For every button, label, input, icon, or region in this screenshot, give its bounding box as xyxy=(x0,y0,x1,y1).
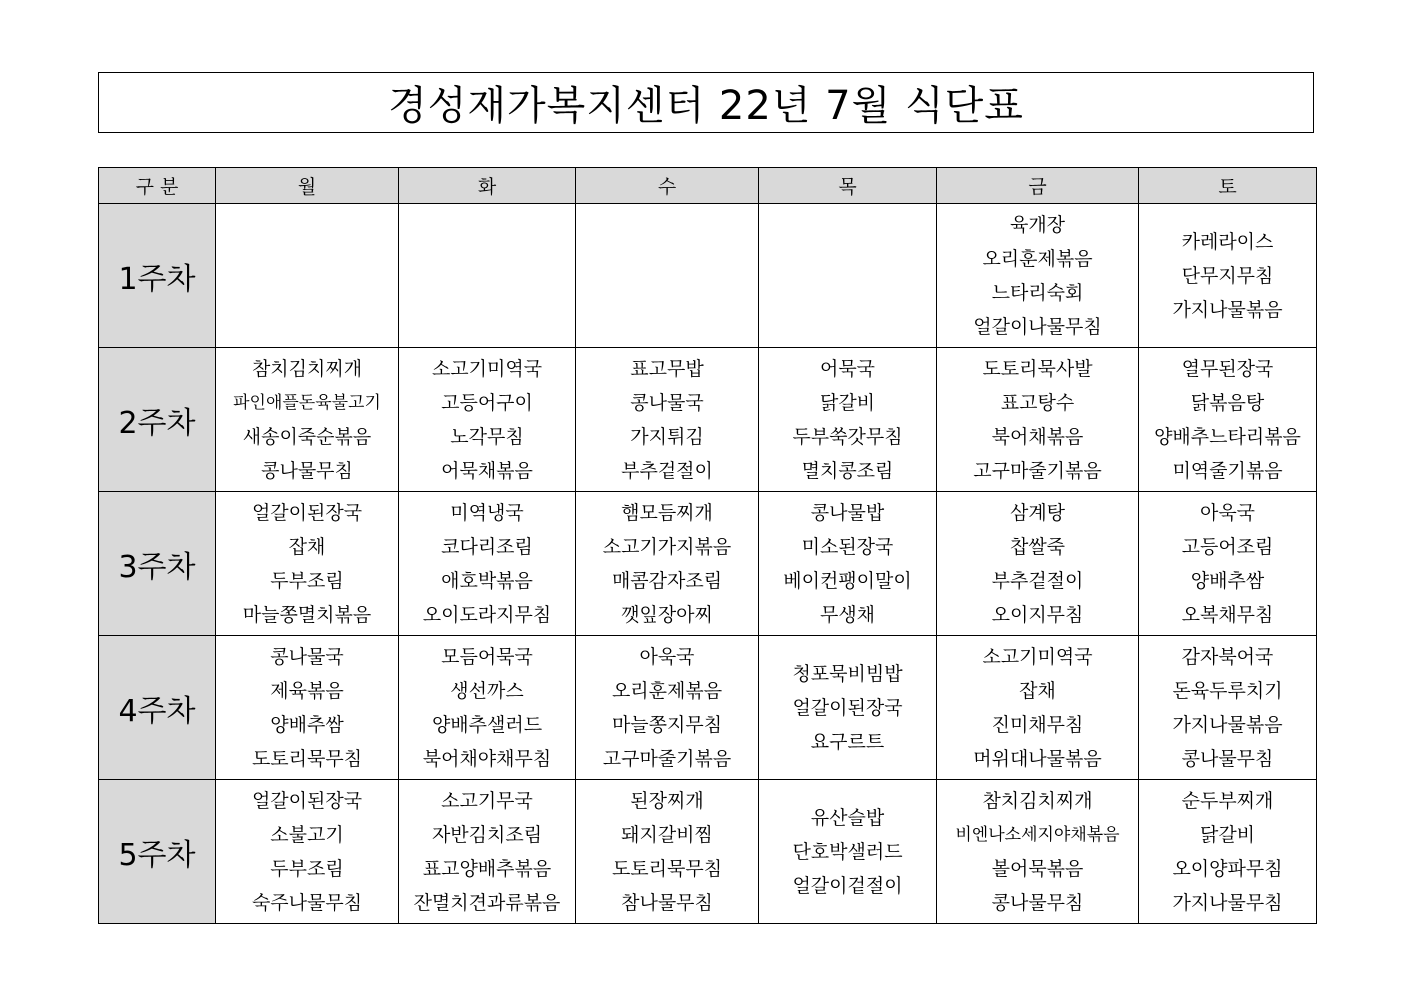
menu-cell-sat xyxy=(1139,492,1317,636)
menu-item: 콩나물무침 xyxy=(261,459,353,482)
menu-cell-thu xyxy=(759,204,937,348)
week-row xyxy=(99,780,1317,924)
menu-item: 비엔나소세지야채볶음 xyxy=(955,824,1120,845)
menu-item: 마늘쫑멸치볶음 xyxy=(242,603,372,626)
menu-item: 고등어조림 xyxy=(1181,535,1274,558)
header-wed: 수 xyxy=(576,168,759,204)
menu-item: 참치김치찌개 xyxy=(251,357,363,380)
menu-cell-fri xyxy=(937,780,1139,924)
menu-cell-mon xyxy=(216,204,399,348)
menu-item: 깻잎장아찌 xyxy=(621,603,713,626)
menu-item: 콩나물무침 xyxy=(1181,747,1274,770)
menu-item: 표고양배추볶음 xyxy=(422,857,552,880)
menu-item: 참나물무침 xyxy=(621,891,713,914)
menu-item: 표고무밥 xyxy=(630,357,704,380)
menu-item: 두부쑥갓무침 xyxy=(792,425,903,448)
menu-item: 콩나물국 xyxy=(630,391,704,414)
menu-item: 부추겉절이 xyxy=(621,459,713,482)
menu-item: 오이양파무침 xyxy=(1172,857,1283,880)
header-sat: 토 xyxy=(1139,168,1317,204)
menu-item: 제육볶음 xyxy=(270,679,344,702)
menu-item: 새송이죽순볶음 xyxy=(242,425,372,448)
title-box xyxy=(98,72,1314,133)
menu-item: 닭볶음탕 xyxy=(1190,391,1265,414)
menu-item: 북어채야채무침 xyxy=(422,747,552,770)
menu-item: 닭갈비 xyxy=(819,391,876,414)
menu-item: 표고탕수 xyxy=(1000,391,1075,414)
header-category: 구 분 xyxy=(99,168,216,204)
header-thu: 목 xyxy=(759,168,937,204)
menu-cell-thu xyxy=(759,492,937,636)
menu-cell-fri xyxy=(937,348,1139,492)
week-label: 2주차 xyxy=(99,348,216,492)
menu-item: 순두부찌개 xyxy=(1181,789,1274,812)
menu-item: 도토리묵무침 xyxy=(251,747,363,770)
menu-item: 무생채 xyxy=(819,603,876,626)
menu-item: 카레라이스 xyxy=(1181,230,1274,253)
menu-item: 얼갈이나물무침 xyxy=(973,315,1102,338)
menu-item: 얼갈이된장국 xyxy=(251,501,363,524)
menu-item: 소고기미역국 xyxy=(431,357,543,380)
menu-item: 가지나물무침 xyxy=(1172,891,1283,914)
menu-item: 오이도라지무침 xyxy=(422,603,552,626)
week-label: 1주차 xyxy=(99,204,216,348)
menu-item: 참치김치찌개 xyxy=(982,789,1093,812)
menu-item: 미소된장국 xyxy=(801,535,894,558)
menu-item: 돈육두루치기 xyxy=(1172,679,1283,702)
week-row xyxy=(99,348,1317,492)
menu-item: 어묵채볶음 xyxy=(441,459,533,482)
menu-item: 얼갈이된장국 xyxy=(251,789,363,812)
menu-item: 닭갈비 xyxy=(1199,823,1256,846)
menu-item: 머위대나물볶음 xyxy=(973,747,1102,770)
menu-item: 단무지무침 xyxy=(1181,264,1274,287)
menu-item: 요구르트 xyxy=(810,730,885,753)
menu-item: 햄모듬찌개 xyxy=(621,501,713,524)
header-fri: 금 xyxy=(937,168,1139,204)
menu-item: 모듬어묵국 xyxy=(441,645,533,668)
menu-cell-wed xyxy=(576,204,759,348)
menu-cell-fri xyxy=(937,204,1139,348)
menu-item: 진미채무침 xyxy=(991,713,1084,736)
menu-item: 생선까스 xyxy=(450,679,524,702)
menu-item: 미역냉국 xyxy=(450,501,524,524)
menu-cell-wed xyxy=(576,492,759,636)
menu-item: 미역줄기볶음 xyxy=(1172,459,1283,482)
page-title: 경성재가복지센터 22년 7월 식단표 xyxy=(388,83,1024,129)
menu-item: 양배추느타리볶음 xyxy=(1154,425,1301,448)
menu-item: 가지나물볶음 xyxy=(1172,298,1283,321)
menu-cell-sat xyxy=(1139,204,1317,348)
menu-item: 코다리조림 xyxy=(441,535,533,558)
menu-item: 육개장 xyxy=(1009,213,1066,236)
menu-item: 숙주나물무침 xyxy=(251,891,363,914)
menu-item: 가지나물볶음 xyxy=(1172,713,1283,736)
header-tue: 화 xyxy=(399,168,576,204)
menu-item: 감자북어국 xyxy=(1181,645,1274,668)
menu-cell-tue xyxy=(399,780,576,924)
header-row xyxy=(99,168,1317,204)
menu-cell-sat xyxy=(1139,780,1317,924)
menu-item: 고등어구이 xyxy=(441,391,533,414)
menu-item: 삼계탕 xyxy=(1009,501,1066,524)
header-mon: 월 xyxy=(216,168,399,204)
menu-cell-sat xyxy=(1139,348,1317,492)
menu-item: 두부조림 xyxy=(270,857,344,880)
menu-item: 오리훈제볶음 xyxy=(982,247,1093,270)
menu-item: 오리훈제볶음 xyxy=(611,679,723,702)
menu-item: 마늘쫑지무침 xyxy=(611,713,723,736)
menu-item: 아욱국 xyxy=(639,645,695,668)
menu-item: 청포묵비빔밥 xyxy=(792,662,903,685)
menu-cell-sat xyxy=(1139,636,1317,780)
menu-cell-thu xyxy=(759,348,937,492)
menu-item: 잡채 xyxy=(288,535,326,558)
week-label: 5주차 xyxy=(99,780,216,924)
menu-cell-fri xyxy=(937,636,1139,780)
menu-table xyxy=(98,167,1317,924)
week-row xyxy=(99,204,1317,348)
menu-item: 양배추쌈 xyxy=(270,713,344,736)
menu-item: 멸치콩조림 xyxy=(801,459,894,482)
menu-item: 두부조림 xyxy=(270,569,344,592)
menu-item: 소고기무국 xyxy=(441,789,533,812)
menu-cell-mon xyxy=(216,636,399,780)
menu-cell-tue xyxy=(399,492,576,636)
menu-item: 자반김치조림 xyxy=(431,823,543,846)
menu-cell-mon xyxy=(216,780,399,924)
menu-cell-thu xyxy=(759,636,937,780)
menu-item: 북어채볶음 xyxy=(991,425,1084,448)
menu-item: 콩나물국 xyxy=(270,645,344,668)
menu-item: 양배추샐러드 xyxy=(431,713,543,736)
menu-item: 소불고기 xyxy=(270,823,344,846)
menu-cell-mon xyxy=(216,348,399,492)
menu-item: 느타리숙회 xyxy=(991,281,1084,304)
week-row xyxy=(99,636,1317,780)
menu-item: 고구마줄기볶음 xyxy=(973,459,1102,482)
menu-cell-wed xyxy=(576,780,759,924)
menu-item: 오이지무침 xyxy=(991,603,1084,626)
menu-item: 노각무침 xyxy=(450,425,524,448)
menu-item: 얼갈이된장국 xyxy=(792,696,903,719)
menu-item: 고구마줄기볶음 xyxy=(602,747,732,770)
menu-item: 잡채 xyxy=(1019,679,1056,702)
menu-item: 베이컨팽이말이 xyxy=(783,569,912,592)
menu-item: 아욱국 xyxy=(1199,501,1256,524)
menu-item: 매콤감자조림 xyxy=(611,569,723,592)
menu-item: 단호박샐러드 xyxy=(792,840,903,863)
menu-item: 부추겉절이 xyxy=(991,569,1084,592)
menu-item: 애호박볶음 xyxy=(441,569,533,592)
menu-cell-wed xyxy=(576,636,759,780)
menu-cell-tue xyxy=(399,204,576,348)
menu-item: 얼갈이겉절이 xyxy=(792,874,903,897)
menu-item: 어묵국 xyxy=(819,357,876,380)
menu-item: 가지튀김 xyxy=(630,425,704,448)
menu-cell-fri xyxy=(937,492,1139,636)
menu-item: 도토리묵사발 xyxy=(982,357,1093,380)
menu-item: 볼어묵볶음 xyxy=(991,857,1084,880)
menu-item: 된장찌개 xyxy=(630,789,704,812)
menu-item: 콩나물밥 xyxy=(810,501,885,524)
menu-item: 파인애플돈육불고기 xyxy=(233,392,381,413)
week-label: 4주차 xyxy=(99,636,216,780)
menu-cell-wed xyxy=(576,348,759,492)
menu-item: 소고기미역국 xyxy=(982,645,1093,668)
menu-item: 열무된장국 xyxy=(1181,357,1274,380)
menu-item: 소고기가지볶음 xyxy=(602,535,732,558)
menu-item: 찹쌀죽 xyxy=(1009,535,1066,558)
menu-item: 도토리묵무침 xyxy=(611,857,723,880)
menu-cell-thu xyxy=(759,780,937,924)
menu-item: 오복채무침 xyxy=(1181,603,1274,626)
menu-item: 콩나물무침 xyxy=(991,891,1084,914)
menu-cell-tue xyxy=(399,348,576,492)
menu-cell-mon xyxy=(216,492,399,636)
week-label: 3주차 xyxy=(99,492,216,636)
menu-item: 양배추쌈 xyxy=(1190,569,1265,592)
menu-item: 유산슬밥 xyxy=(810,806,885,829)
menu-item: 돼지갈비찜 xyxy=(621,823,713,846)
menu-item: 잔멸치견과류볶음 xyxy=(413,891,561,914)
menu-cell-tue xyxy=(399,636,576,780)
week-row xyxy=(99,492,1317,636)
